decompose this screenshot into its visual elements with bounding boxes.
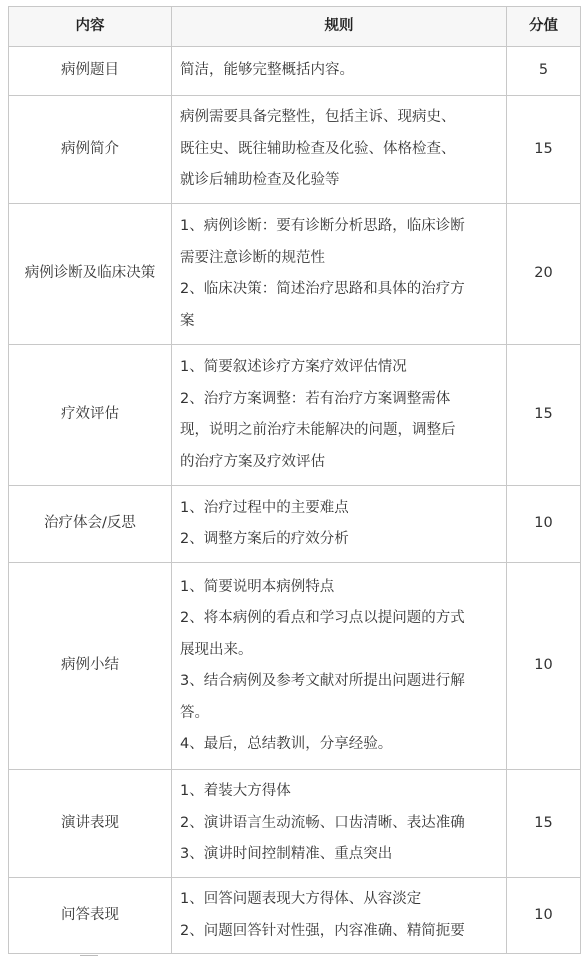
row-rules [172,47,507,96]
header-rules: 规则 [172,7,507,47]
table-body [9,47,581,954]
row-score: 15 [507,96,581,204]
scoring-table [8,6,581,954]
table-row [9,204,581,345]
table-row [9,486,581,563]
row-rules [172,486,507,563]
rule-line: 1、病例诊断：要有诊断分析思路，临床诊断 [180,218,465,234]
rule-line: 案 [180,312,195,329]
rule-line: 病例需要具备完整性，包括主诉、现病史、 [180,109,456,126]
rule-line: 的治疗方案及疗效评估 [180,453,325,470]
rule-line: 答。 [180,704,209,721]
rule-line: 1、着装大方得体 [180,783,291,800]
table-row [9,563,581,770]
rule-line: 3、结合病例及参考文献对所提出问题进行解 [180,673,465,689]
row-rules [172,345,507,486]
row-rules [172,96,507,204]
rule-line: 4、最后，总结教训，分享经验。 [180,736,393,752]
row-score: 10 [507,878,581,954]
row-content: 问答表现 [9,878,172,954]
row-rules [172,204,507,345]
row-content: 疗效评估 [9,345,172,486]
rule-line: 简洁，能够完整概括内容。 [180,62,354,79]
rule-line: 现，说明之前治疗未能解决的问题，调整后 [180,422,456,438]
rule-line: 3、演讲时间控制精准、重点突出 [180,846,393,863]
row-score: 10 [507,486,581,563]
row-content: 演讲表现 [9,770,172,878]
row-content: 病例简介 [9,96,172,204]
row-score: 20 [507,204,581,345]
table-row [9,47,581,96]
header-row [9,7,581,47]
table-row [9,96,581,204]
row-content: 病例题目 [9,47,172,96]
table-row [9,345,581,486]
rule-line: 展现出来。 [180,641,253,658]
rule-line: 1、治疗过程中的主要难点 [180,499,349,516]
header-score: 分值 [507,7,581,47]
row-score: 15 [507,345,581,486]
rule-line: 1、简要叙述诊疗方案疗效评估情况 [180,359,407,375]
rule-line: 2、临床决策：简述治疗思路和具体的治疗方 [180,281,465,297]
rule-line: 2、治疗方案调整：若有治疗方案调整需体 [180,390,451,407]
header-content: 内容 [9,7,172,47]
divider [80,955,98,957]
rule-line: 既往史、既往辅助检查及化验、体格检查、 [180,140,456,157]
row-score: 5 [507,47,581,96]
rule-line: 2、调整方案后的疗效分析 [180,531,349,547]
rule-line: 1、回答问题表现大方得体、从容淡定 [180,891,422,907]
row-content: 病例诊断及临床决策 [9,204,172,345]
rule-line: 就诊后辅助检查及化验等 [180,172,340,189]
row-rules [172,770,507,878]
rule-line: 2、演讲语言生动流畅、口齿清晰、表达准确 [180,814,465,831]
row-rules [172,563,507,770]
table-row [9,878,581,954]
rule-line: 2、问题回答针对性强，内容准确、精简扼要 [180,922,465,939]
rule-line: 需要注意诊断的规范性 [180,249,325,266]
row-content: 治疗体会/反思 [9,486,172,563]
table-row [9,770,581,878]
rule-line: 1、简要说明本病例特点 [180,578,335,595]
row-content: 病例小结 [9,563,172,770]
rule-line: 2、将本病例的看点和学习点以提问题的方式 [180,610,465,626]
row-score: 15 [507,770,581,878]
row-score: 10 [507,563,581,770]
row-rules [172,878,507,954]
